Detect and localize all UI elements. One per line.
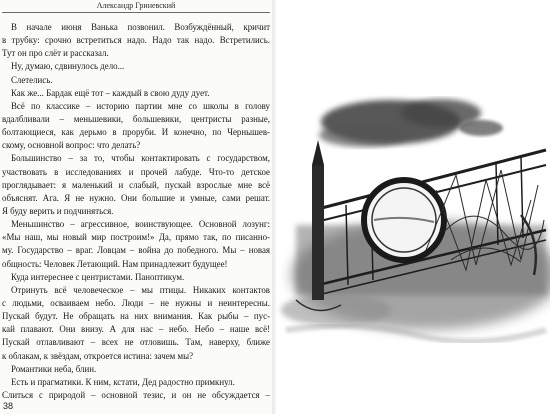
header-rule: [2, 12, 270, 13]
left-page: [0, 0, 272, 414]
text-line: вдалбливали – меньшевики, большевики, центристы разные,: [2, 113, 270, 124]
page-number: 38: [3, 401, 14, 411]
text-line: Меньшинство – агрессивное, воинствующее. Основной лозунг:: [11, 219, 270, 230]
text-line: болтающиеся, как дерьмо в проруби. И конечно, по Чернышев-: [2, 127, 270, 138]
text-line: скому, основной вопрос: что делать?: [2, 140, 141, 151]
body-text: [2, 21, 270, 402]
text-line: в трубку: срочно встретиться надо. Надо так надо. Встретились.: [2, 35, 270, 46]
text-line: «Мы наш, мы новый мир построим!» Да, прямо так, по писанно-: [2, 232, 270, 243]
text-line: Тут он про слёт и рассказал.: [2, 48, 109, 59]
text-line: Пускай отлавливают – всех не отловишь. Там, наверху, ближе: [2, 337, 270, 348]
text-line: Куда интереснее с центристами. Паноптикум.: [11, 271, 185, 282]
text-line: Слетелись.: [11, 74, 53, 85]
text-line: Ну, думаю, сдвинулось дело...: [11, 61, 125, 72]
text-line: Слиться с природой – основной тезис, и он не обсуждается –: [2, 389, 270, 400]
text-line: к облакам, к звёздам, откроется истина: зачем мы?: [2, 350, 194, 361]
tree-silhouette: [319, 99, 503, 147]
text-line: Как же... Бардак ещё тот – каждый в свою дуду дует.: [11, 87, 210, 98]
text-line: общность: Человек Летающий. Нам принадлежит будущее!: [2, 258, 228, 269]
text-line: с людьми, осваиваем небо. Люди – не нужны и неинтересны.: [2, 297, 270, 308]
text-line: кай плавают. Они внизу. А для нас – небо. Небо – наше всё!: [2, 324, 270, 335]
text-line: Есть и прагматики. К ним, кстати, Дед радостно примкнул.: [11, 376, 235, 387]
text-line: Романтики неба, блин.: [11, 363, 97, 374]
text-line: Я буду верить и подчиняться.: [2, 205, 114, 216]
running-head: Александр Гриневский: [96, 1, 176, 10]
text-line: объяснят. Ага. Я не нужно. Они большие и умные, сами решат.: [2, 192, 270, 203]
text-line: В начале июня Ванька позвонил. Возбуждённый, кричит: [11, 22, 270, 32]
ink-illustration: [276, 0, 550, 414]
right-page: [276, 0, 550, 414]
text-line: участвовать в исследованиях и прочей лабуде. Что-то детское: [2, 166, 270, 177]
ring-ornament: [364, 180, 444, 260]
text-line: проглядывает: я маленький и слабый, пускай взрослые мне всё: [2, 179, 270, 190]
text-line: му. Государство – враг. Ловцам – война до победного. Мы – новая: [2, 245, 270, 256]
text-line: Отринуть всё человеческое – мы птицы. Никаких контактов: [11, 284, 270, 295]
text-line: Всё по классике – историю партии мне со школы в голову: [11, 100, 270, 111]
text-line: Большинство – за то, чтобы контактировать с государством,: [11, 153, 270, 164]
text-line: Пускай будут. Не обращать на них внимания. Как рыбы – пус-: [2, 311, 270, 322]
